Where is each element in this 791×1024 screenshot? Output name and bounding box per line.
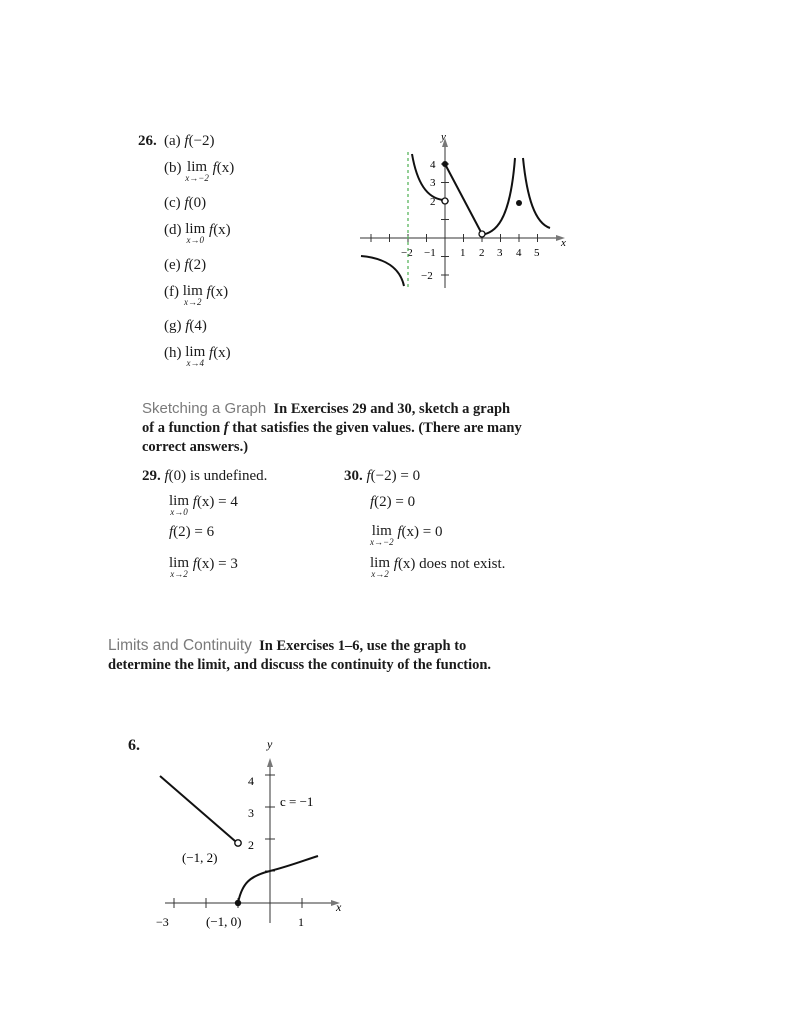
func: f (192, 494, 197, 510)
sketching-line2a: of a function (142, 420, 224, 436)
part-arg: (x) (210, 284, 229, 300)
x-tick-1: 1 (460, 247, 466, 259)
part-arg: (4) (189, 318, 207, 334)
y-tick-3: 3 (248, 806, 254, 820)
lim-text: lim (169, 493, 190, 509)
lim-text: lim (187, 159, 208, 175)
part-arg: (x) (213, 222, 231, 238)
limits-heading (108, 636, 588, 675)
func: f (192, 556, 197, 572)
y-tick-neg2: −2 (421, 270, 433, 282)
problem-6-graph (150, 738, 360, 938)
part-arg: (−2) (188, 133, 215, 149)
y-tick-2: 2 (430, 196, 436, 208)
problem-30-number: 30. (344, 468, 363, 484)
x-tick-neg3: −3 (156, 915, 169, 929)
curve-right-branch-1 (482, 158, 515, 235)
y-tick-4: 4 (430, 159, 436, 171)
closed-point-4-2 (516, 200, 522, 206)
y-tick-2: 2 (248, 838, 254, 852)
func: f (366, 468, 371, 484)
expr: (−2) = 0 (370, 468, 421, 484)
segment-line (445, 164, 482, 234)
lim-text: lim (185, 344, 206, 360)
x-axis-label: x (561, 237, 566, 249)
part-func: f (206, 284, 211, 300)
part-arg: (0) (188, 195, 207, 211)
right-curve (238, 856, 318, 903)
limit-operator (169, 494, 189, 517)
y-tick-3: 3 (430, 177, 436, 189)
part-label: (d) (164, 222, 182, 238)
x-tick-2: 2 (479, 247, 485, 259)
problem-26-part-c (164, 195, 206, 212)
part-label: (e) (164, 257, 181, 273)
problem-30-line3 (370, 524, 442, 547)
part-func: f (209, 345, 214, 361)
closed-point-neg1-0 (235, 900, 241, 906)
lim-subscript: x→−2 (185, 173, 209, 183)
problem-29-line1 (142, 468, 267, 485)
closed-point-0-4 (442, 161, 448, 167)
func: f (370, 494, 375, 510)
x-tick-3: 3 (497, 247, 503, 259)
problem-30-line1 (344, 468, 420, 485)
expr: (x) = 0 (401, 524, 443, 540)
part-func: f (184, 133, 189, 149)
limits-line2: determine the limit, and discuss the continuity of the function. (108, 657, 492, 673)
expr: (2) = 6 (173, 524, 215, 540)
expr: (x) = 3 (196, 556, 238, 572)
func: f (397, 524, 402, 540)
part-arg: (x) (216, 160, 235, 176)
curve-middle-branch (412, 154, 443, 200)
x-tick-5: 5 (534, 247, 540, 259)
problem-26-part-d (164, 222, 231, 245)
problem-30-line4 (370, 556, 505, 579)
closed-point-label: (−1, 0) (206, 914, 242, 929)
open-point-0-2 (442, 198, 448, 204)
curve-left-branch (361, 256, 404, 286)
func: f (164, 468, 169, 484)
part-func: f (212, 160, 217, 176)
sketching-line2b: that satisfies the given values. (There are many (228, 420, 522, 436)
x-tick-neg2: −2 (401, 247, 413, 259)
lim-text: lim (370, 555, 391, 571)
lim-subscript: x→−2 (370, 537, 394, 547)
lim-subscript: x→2 (371, 569, 389, 579)
y-axis-label: y (441, 131, 446, 143)
problem-29-line3 (169, 524, 214, 541)
expr: (x) does not exist. (397, 556, 506, 572)
lim-subscript: x→2 (184, 297, 202, 307)
open-point-label: (−1, 2) (182, 850, 218, 865)
y-axis-arrow (267, 758, 273, 767)
part-label: (f) (164, 284, 179, 300)
part-arg: (2) (188, 257, 207, 273)
problem-30-line2 (370, 494, 415, 511)
part-func: f (184, 195, 189, 211)
limit-operator (185, 345, 205, 368)
limit-operator (185, 222, 205, 245)
x-tick-4: 4 (516, 247, 522, 259)
problem-26-graph (355, 128, 575, 296)
sketching-line3: correct answers.) (142, 439, 249, 455)
lim-subscript: x→4 (186, 358, 204, 368)
open-point-2-0 (479, 231, 485, 237)
part-label: (c) (164, 195, 181, 211)
expr: (2) = 0 (374, 494, 416, 510)
problem-26-part-b (164, 160, 234, 183)
lim-text: lim (185, 221, 206, 237)
expr: (x) = 4 (196, 494, 238, 510)
part-label: (a) (164, 133, 181, 149)
lim-subscript: x→2 (170, 569, 188, 579)
part-func: f (184, 257, 189, 273)
open-point-neg1-2 (235, 840, 241, 846)
problem-6-number: 6. (128, 737, 140, 754)
part-label: (b) (164, 160, 182, 176)
curve-right-branch-2 (523, 158, 550, 228)
problem-26-part-h (164, 345, 231, 368)
limit-operator (185, 160, 209, 183)
y-axis-label: y (267, 738, 273, 751)
limit-operator (370, 556, 390, 579)
lim-text: lim (371, 523, 392, 539)
part-arg: (x) (213, 345, 231, 361)
problem-29-line4 (169, 556, 238, 579)
problem-26-number: 26. (138, 133, 157, 149)
lim-text: lim (169, 555, 190, 571)
lim-text: lim (182, 283, 203, 299)
limits-line1: In Exercises 1–6, use the graph to (259, 638, 467, 654)
c-label: c = −1 (280, 794, 314, 809)
x-tick-1: 1 (298, 915, 304, 929)
part-label: (g) (164, 318, 182, 334)
problem-29-number: 29. (142, 468, 161, 484)
left-segment (160, 776, 235, 841)
limits-title: Limits and Continuity (108, 637, 252, 654)
sketching-heading (142, 399, 562, 457)
limit-operator (183, 284, 203, 307)
problem-26-part-g (164, 318, 207, 335)
func: f (169, 524, 174, 540)
sketching-line2-f: f (223, 420, 229, 436)
problem-26-part-e (164, 257, 206, 274)
part-func: f (185, 318, 190, 334)
problem-26-part-a (164, 133, 215, 150)
lim-subscript: x→0 (186, 235, 204, 245)
sketching-title: Sketching a Graph (142, 400, 267, 417)
y-tick-4: 4 (248, 774, 254, 788)
x-tick-neg1: −1 (424, 247, 436, 259)
problem-26-part-f (164, 284, 228, 307)
func: f (393, 556, 398, 572)
problem-29-line2 (169, 494, 238, 517)
limit-operator (370, 524, 394, 547)
x-axis-label: x (336, 900, 342, 914)
part-func: f (209, 222, 214, 238)
sketching-line1: In Exercises 29 and 30, sketch a graph (273, 401, 511, 417)
limit-operator (169, 556, 189, 579)
lim-subscript: x→0 (170, 507, 188, 517)
expr: (0) is undefined. (168, 468, 268, 484)
part-label: (h) (164, 345, 182, 361)
